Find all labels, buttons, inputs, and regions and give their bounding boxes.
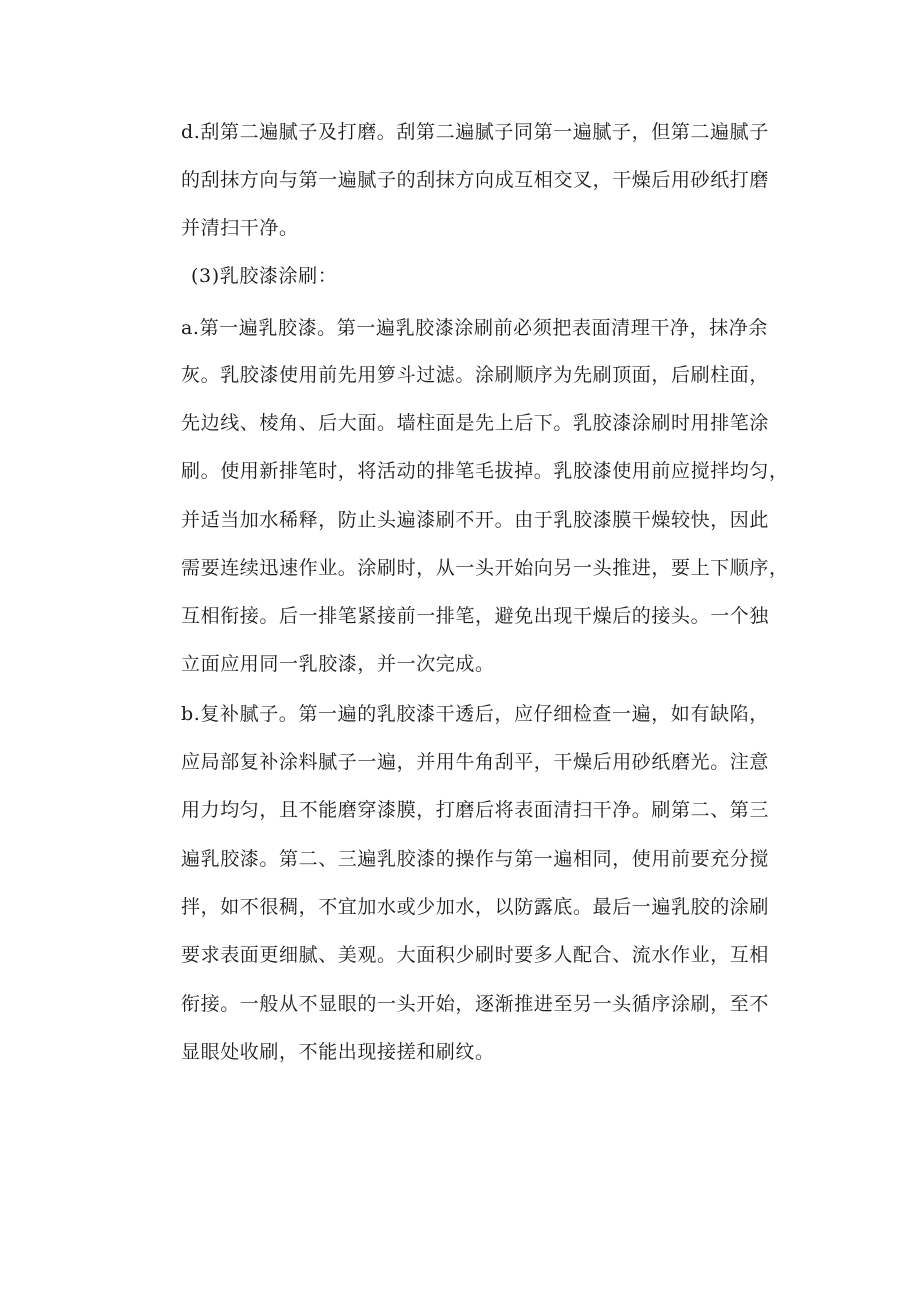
text-line: 刷。使用新排笔时，将活动的排笔毛拔掉。乳胶漆使用前应搅拌均匀，: [181, 460, 789, 482]
text-line: a.第一遍乳胶漆。第一遍乳胶漆涂刷前必须把表面清理干净，抹净余: [181, 317, 768, 339]
text-line: b.复补腻子。第一遍的乳胶漆干透后，应仔细检查一遍，如有缺陷，: [181, 703, 769, 725]
text-line: d.刮第二遍腻子及打磨。刮第二遍腻子同第一遍腻子，但第二遍腻子: [181, 121, 769, 143]
text-line: 立面应用同一乳胶漆，并一次完成。: [181, 653, 495, 675]
text-line: 拌，如不很稠，不宜加水或少加水，以防露底。最后一遍乳胶的涂刷: [181, 896, 770, 918]
text-line: 的刮抹方向与第一遍腻子的刮抹方向成互相交叉，干燥后用砂纸打磨: [181, 169, 770, 191]
text-line: 需要连续迅速作业。涂刷时，从一头开始向另一头推进，要上下顺序，: [181, 557, 789, 579]
text-line: 应局部复补涂料腻子一遍，并用牛角刮平，干燥后用砂纸磨光。注意: [181, 751, 770, 773]
text-line: 显眼处收刷，不能出现接搓和刷纹。: [181, 1041, 495, 1063]
text-line: 并适当加水稀释，防止头遍漆刷不开。由于乳胶漆膜干燥较快，因此: [181, 509, 770, 531]
section-heading: (3)乳胶漆涂刷：: [191, 265, 338, 287]
text-line: 并清扫干净。: [181, 217, 299, 239]
text-line: 用力均匀，且不能磨穿漆膜，打磨后将表面清扫干净。刷第二、第三: [181, 799, 770, 821]
text-line: 遍乳胶漆。第二、三遍乳胶漆的操作与第一遍相同，使用前要充分搅: [181, 848, 770, 870]
text-line: 互相衔接。后一排笔紧接前一排笔，避免出现干燥后的接头。一个独: [181, 605, 770, 627]
text-line: 要求表面更细腻、美观。大面积少刷时要多人配合、流水作业，互相: [181, 944, 770, 966]
text-line: 灰。乳胶漆使用前先用箩斗过滤。涂刷顺序为先刷顶面，后刷柱面，: [181, 364, 770, 386]
text-line: 衔接。一般从不显眼的一头开始，逐渐推进至另一头循序涂刷，至不: [181, 993, 770, 1015]
text-line: 先边线、棱角、后大面。墙柱面是先上后下。乳胶漆涂刷时用排笔涂: [181, 412, 770, 434]
